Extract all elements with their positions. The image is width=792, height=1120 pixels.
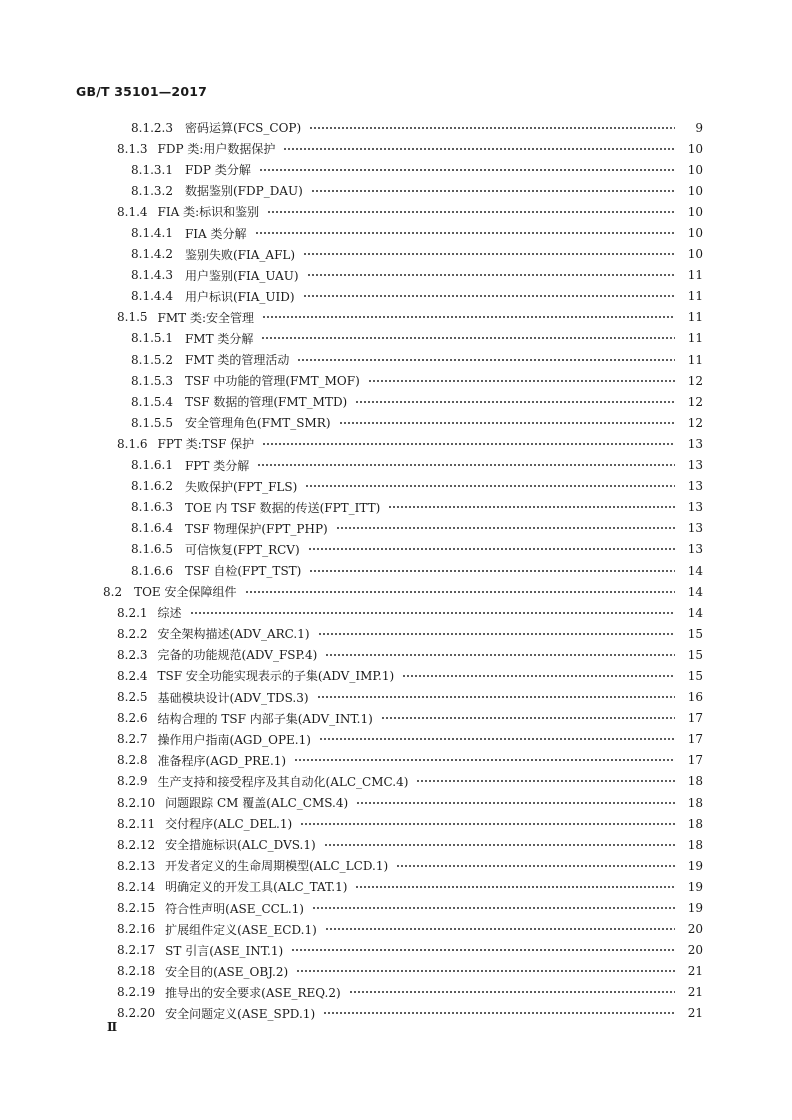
dot-leader <box>318 630 675 638</box>
toc-entry[interactable] <box>0 244 703 265</box>
toc-entry-title: 可信恢复(FPT_RCV) <box>184 542 300 557</box>
toc-entry-page: 11 <box>687 289 703 304</box>
toc-entry-number: 8.2.3 <box>117 647 148 662</box>
toc-entry-title: FMT 类:安全管理 <box>157 310 255 325</box>
toc-entry-title: TSF 物理保护(FPT_PHP) <box>184 521 328 536</box>
dot-leader <box>356 799 675 807</box>
toc-entry-title: FDP 类:用户数据保护 <box>157 142 276 157</box>
toc-entry-title: FMT 类分解 <box>184 331 254 346</box>
toc-entry[interactable] <box>0 476 703 497</box>
toc-entry-page: 17 <box>687 711 703 726</box>
toc-entry-number: 8.2.8 <box>117 753 148 768</box>
dot-leader <box>416 777 675 785</box>
toc-entry-page: 15 <box>687 668 703 683</box>
dot-leader <box>297 356 675 364</box>
dot-leader <box>388 503 675 511</box>
toc-entry-page: 13 <box>687 542 703 557</box>
toc-entry-page: 18 <box>687 795 703 810</box>
toc-entry-number: 8.1.3 <box>117 141 148 156</box>
dot-leader <box>317 693 675 701</box>
toc-entry-title: FPT 类:TSF 保护 <box>157 437 255 452</box>
toc-entry-number: 8.1.5.1 <box>131 331 173 346</box>
toc-entry[interactable] <box>0 644 703 665</box>
toc-entry[interactable] <box>0 370 703 391</box>
toc-entry-title: 用户标识(FIA_UID) <box>184 289 295 304</box>
toc-entry-title: 推导出的安全要求(ASE_REQ.2) <box>165 985 341 1000</box>
toc-entry-number: 8.1.5 <box>117 310 148 325</box>
toc-entry-page: 20 <box>687 922 703 937</box>
toc-entry-number: 8.1.2.3 <box>131 120 173 135</box>
dot-leader <box>323 1009 675 1017</box>
toc-entry-page: 11 <box>687 310 703 325</box>
dot-leader <box>303 292 675 300</box>
dot-leader <box>267 208 675 216</box>
toc-entry-title: 安全目的(ASE_OBJ.2) <box>165 964 289 979</box>
toc-entry-number: 8.2.15 <box>117 901 156 916</box>
toc-entry-page: 10 <box>687 247 703 262</box>
toc-entry-title: 用户鉴别(FIA_UAU) <box>184 268 299 283</box>
dot-leader <box>261 334 675 342</box>
toc-entry[interactable] <box>0 792 703 813</box>
toc-entry-number: 8.2.11 <box>117 816 156 831</box>
toc-entry[interactable] <box>0 813 703 834</box>
toc-entry-page: 12 <box>687 394 703 409</box>
toc-entry-number: 8.1.6.5 <box>131 542 173 557</box>
dot-leader <box>262 440 675 448</box>
toc-entry-page: 13 <box>687 458 703 473</box>
toc-entry[interactable] <box>0 581 703 602</box>
toc-entry-number: 8.1.3.1 <box>131 162 173 177</box>
document-id-header: GB/T 35101—2017 <box>76 84 208 99</box>
toc-entry[interactable] <box>0 665 703 686</box>
toc-entry-page: 19 <box>687 901 703 916</box>
toc-entry-title: 操作用户指南(AGD_OPE.1) <box>157 732 311 747</box>
toc-entry-page: 18 <box>687 816 703 831</box>
toc-entry-page: 10 <box>687 226 703 241</box>
toc-entry[interactable] <box>0 687 703 708</box>
toc-entry-page: 18 <box>687 774 703 789</box>
toc-entry-number: 8.2.13 <box>117 858 156 873</box>
toc-entry-page: 13 <box>687 500 703 515</box>
dot-leader <box>307 271 675 279</box>
toc-entry-number: 8.1.4.3 <box>131 268 173 283</box>
toc-entry[interactable] <box>0 391 703 412</box>
toc-entry-number: 8.2.16 <box>117 922 156 937</box>
page-number-footer: Ⅱ <box>107 1020 118 1034</box>
toc-entry[interactable] <box>0 159 703 180</box>
dot-leader <box>296 967 675 975</box>
toc-entry-page: 21 <box>687 1006 703 1021</box>
toc-entry-number: 8.2.7 <box>117 732 148 747</box>
toc-entry-title: TSF 安全功能实现表示的子集(ADV_IMP.1) <box>157 669 395 684</box>
toc-entry-title: 交付程序(ALC_DEL.1) <box>165 817 293 832</box>
toc-entry-number: 8.2.5 <box>117 690 148 705</box>
toc-entry-number: 8.1.5.5 <box>131 415 173 430</box>
toc-entry-number: 8.1.6.3 <box>131 500 173 515</box>
toc-entry-title: 失败保护(FPT_FLS) <box>184 479 298 494</box>
toc-entry-title: TOE 安全保障组件 <box>134 585 237 600</box>
toc-entry-title: 综述 <box>157 606 182 621</box>
toc-entry-page: 21 <box>687 985 703 1000</box>
toc-entry-title: 扩展组件定义(ASE_ECD.1) <box>165 922 317 937</box>
toc-entry[interactable] <box>0 455 703 476</box>
toc-entry-number: 8.1.6.2 <box>131 479 173 494</box>
dot-leader <box>262 313 675 321</box>
toc-entry-page: 17 <box>687 732 703 747</box>
toc-entry[interactable] <box>0 855 703 876</box>
toc-entry[interactable] <box>0 539 703 560</box>
toc-entry-title: 鉴别失败(FIA_AFL) <box>184 247 296 262</box>
toc-entry-page: 19 <box>687 879 703 894</box>
toc-entry[interactable] <box>0 433 703 454</box>
toc-entry-page: 14 <box>687 605 703 620</box>
toc-entry-number: 8.2.1 <box>117 605 148 620</box>
toc-entry-number: 8.2.20 <box>117 1006 156 1021</box>
dot-leader <box>308 545 675 553</box>
toc-entry[interactable] <box>0 919 703 940</box>
toc-entry[interactable] <box>0 1003 703 1024</box>
toc-entry[interactable] <box>0 412 703 433</box>
toc-entry-number: 8.1.6 <box>117 436 148 451</box>
toc-entry-title: TSF 中功能的管理(FMT_MOF) <box>184 374 360 389</box>
toc-entry-title: 符合性声明(ASE_CCL.1) <box>165 901 304 916</box>
toc-entry-page: 14 <box>687 563 703 578</box>
toc-entry-number: 8.1.5.3 <box>131 373 173 388</box>
toc-entry-page: 15 <box>687 626 703 641</box>
toc-entry-title: 密码运算(FCS_COP) <box>184 121 302 136</box>
toc-entry-page: 10 <box>687 141 703 156</box>
toc-entry-number: 8.2.4 <box>117 668 148 683</box>
toc-entry-title: 安全架构描述(ADV_ARC.1) <box>157 627 310 642</box>
toc-entry-number: 8.1.4 <box>117 204 148 219</box>
toc-entry[interactable] <box>0 834 703 855</box>
toc-entry[interactable] <box>0 771 703 792</box>
toc-entry-title: 问题跟踪 CM 覆盖(ALC_CMS.4) <box>165 796 349 811</box>
toc-entry-page: 13 <box>687 436 703 451</box>
dot-leader <box>294 756 675 764</box>
toc-entry-number: 8.1.5.2 <box>131 352 173 367</box>
dot-leader <box>190 609 675 617</box>
toc-entry-page: 12 <box>687 373 703 388</box>
toc-entry-number: 8.2.18 <box>117 964 156 979</box>
toc-entry-number: 8.1.6.1 <box>131 458 173 473</box>
toc-entry-number: 8.1.5.4 <box>131 394 173 409</box>
toc-entry-page: 15 <box>687 647 703 662</box>
toc-entry-title: ST 引言(ASE_INT.1) <box>165 943 284 958</box>
dot-leader <box>319 735 675 743</box>
toc-entry-number: 8.1.6.4 <box>131 521 173 536</box>
dot-leader <box>259 166 675 174</box>
toc-entry[interactable] <box>0 560 703 581</box>
toc-entry-number: 8.1.4.4 <box>131 289 173 304</box>
toc-entry[interactable] <box>0 349 703 370</box>
toc-entry-page: 21 <box>687 964 703 979</box>
toc-entry[interactable] <box>0 117 703 138</box>
toc-entry-page: 16 <box>687 690 703 705</box>
toc-entry[interactable] <box>0 286 703 307</box>
dot-leader <box>325 651 675 659</box>
toc-entry-title: 开发者定义的生命周期模型(ALC_LCD.1) <box>165 859 389 874</box>
toc-entry-page: 13 <box>687 479 703 494</box>
toc-entry[interactable] <box>0 180 703 201</box>
toc-entry[interactable] <box>0 708 703 729</box>
toc-entry-number: 8.1.4.1 <box>131 226 173 241</box>
toc-entry-number: 8.2 <box>103 584 123 599</box>
dot-leader <box>368 377 675 385</box>
toc-entry-number: 8.2.14 <box>117 879 156 894</box>
dot-leader <box>291 946 675 954</box>
toc-entry-number: 8.2.2 <box>117 626 148 641</box>
toc-entry-page: 10 <box>687 183 703 198</box>
toc-entry-number: 8.1.4.2 <box>131 247 173 262</box>
dot-leader <box>396 862 675 870</box>
toc-entry-title: 安全措施标识(ALC_DVS.1) <box>165 838 316 853</box>
dot-leader <box>339 419 675 427</box>
toc-entry[interactable] <box>0 940 703 961</box>
toc-entry[interactable] <box>0 138 703 159</box>
toc-entry-page: 11 <box>687 352 703 367</box>
toc-entry-title: TOE 内 TSF 数据的传送(FPT_ITT) <box>184 500 381 515</box>
dot-leader <box>324 841 675 849</box>
toc-entry[interactable] <box>0 497 703 518</box>
dot-leader <box>402 672 675 680</box>
dot-leader <box>255 229 675 237</box>
dot-leader <box>257 461 675 469</box>
toc-entry-title: 明确定义的开发工具(ALC_TAT.1) <box>165 880 348 895</box>
toc-entry[interactable] <box>0 307 703 328</box>
dot-leader <box>336 524 675 532</box>
toc-entry-title: FIA 类分解 <box>184 226 247 241</box>
toc-entry-title: FIA 类:标识和鉴别 <box>157 205 260 220</box>
table-of-contents <box>0 117 792 1024</box>
toc-entry-title: 完备的功能规范(ADV_FSP.4) <box>157 648 318 663</box>
dot-leader <box>305 482 675 490</box>
dot-leader <box>355 398 675 406</box>
toc-entry-title: 结构合理的 TSF 内部子集(ADV_INT.1) <box>157 711 373 726</box>
toc-entry[interactable] <box>0 750 703 771</box>
toc-entry[interactable] <box>0 623 703 644</box>
toc-entry-title: FDP 类分解 <box>184 163 251 178</box>
dot-leader <box>355 883 675 891</box>
toc-entry-number: 8.2.6 <box>117 711 148 726</box>
toc-entry-page: 13 <box>687 521 703 536</box>
toc-entry-page: 12 <box>687 415 703 430</box>
dot-leader <box>312 904 675 912</box>
toc-entry-page: 17 <box>687 753 703 768</box>
toc-entry-page: 19 <box>687 858 703 873</box>
toc-entry-title: FMT 类的管理活动 <box>184 353 290 368</box>
toc-entry-page: 14 <box>687 584 703 599</box>
toc-entry-title: FPT 类分解 <box>184 458 250 473</box>
toc-entry-number: 8.2.12 <box>117 837 156 852</box>
toc-entry-page: 10 <box>687 204 703 219</box>
toc-entry-page: 20 <box>687 943 703 958</box>
toc-entry-number: 8.1.6.6 <box>131 563 173 578</box>
toc-entry-page: 11 <box>687 331 703 346</box>
dot-leader <box>349 988 675 996</box>
dot-leader <box>283 145 675 153</box>
toc-entry-title: 生产支持和接受程序及其自动化(ALC_CMC.4) <box>157 774 409 789</box>
toc-entry[interactable] <box>0 961 703 982</box>
toc-entry-title: 数据鉴别(FDP_DAU) <box>184 184 303 199</box>
toc-entry-number: 8.2.19 <box>117 985 156 1000</box>
toc-entry-page: 10 <box>687 162 703 177</box>
dot-leader <box>300 820 675 828</box>
toc-entry-number: 8.2.9 <box>117 774 148 789</box>
dot-leader <box>303 250 675 258</box>
toc-entry-number: 8.1.3.2 <box>131 183 173 198</box>
dot-leader <box>309 567 675 575</box>
dot-leader <box>311 187 675 195</box>
dot-leader <box>381 714 675 722</box>
toc-entry-number: 8.2.17 <box>117 943 156 958</box>
toc-entry-title: 安全问题定义(ASE_SPD.1) <box>165 1006 316 1021</box>
dot-leader <box>245 588 675 596</box>
toc-entry[interactable] <box>0 897 703 918</box>
toc-entry-page: 9 <box>695 120 703 135</box>
toc-entry-title: 准备程序(AGD_PRE.1) <box>157 753 287 768</box>
toc-entry[interactable] <box>0 729 703 750</box>
toc-entry[interactable] <box>0 876 703 897</box>
toc-entry-title: TSF 自检(FPT_TST) <box>184 564 302 579</box>
toc-entry[interactable] <box>0 201 703 222</box>
toc-entry-page: 11 <box>687 268 703 283</box>
toc-entry-page: 18 <box>687 837 703 852</box>
toc-entry-title: 安全管理角色(FMT_SMR) <box>184 416 331 431</box>
toc-entry[interactable] <box>0 222 703 243</box>
toc-entry-title: TSF 数据的管理(FMT_MTD) <box>184 395 348 410</box>
toc-entry[interactable] <box>0 518 703 539</box>
toc-entry[interactable] <box>0 328 703 349</box>
toc-entry[interactable] <box>0 602 703 623</box>
toc-entry[interactable] <box>0 982 703 1003</box>
dot-leader <box>325 925 675 933</box>
toc-entry-title: 基础模块设计(ADV_TDS.3) <box>157 690 309 705</box>
toc-entry-number: 8.2.10 <box>117 795 156 810</box>
dot-leader <box>309 124 675 132</box>
toc-entry[interactable] <box>0 265 703 286</box>
